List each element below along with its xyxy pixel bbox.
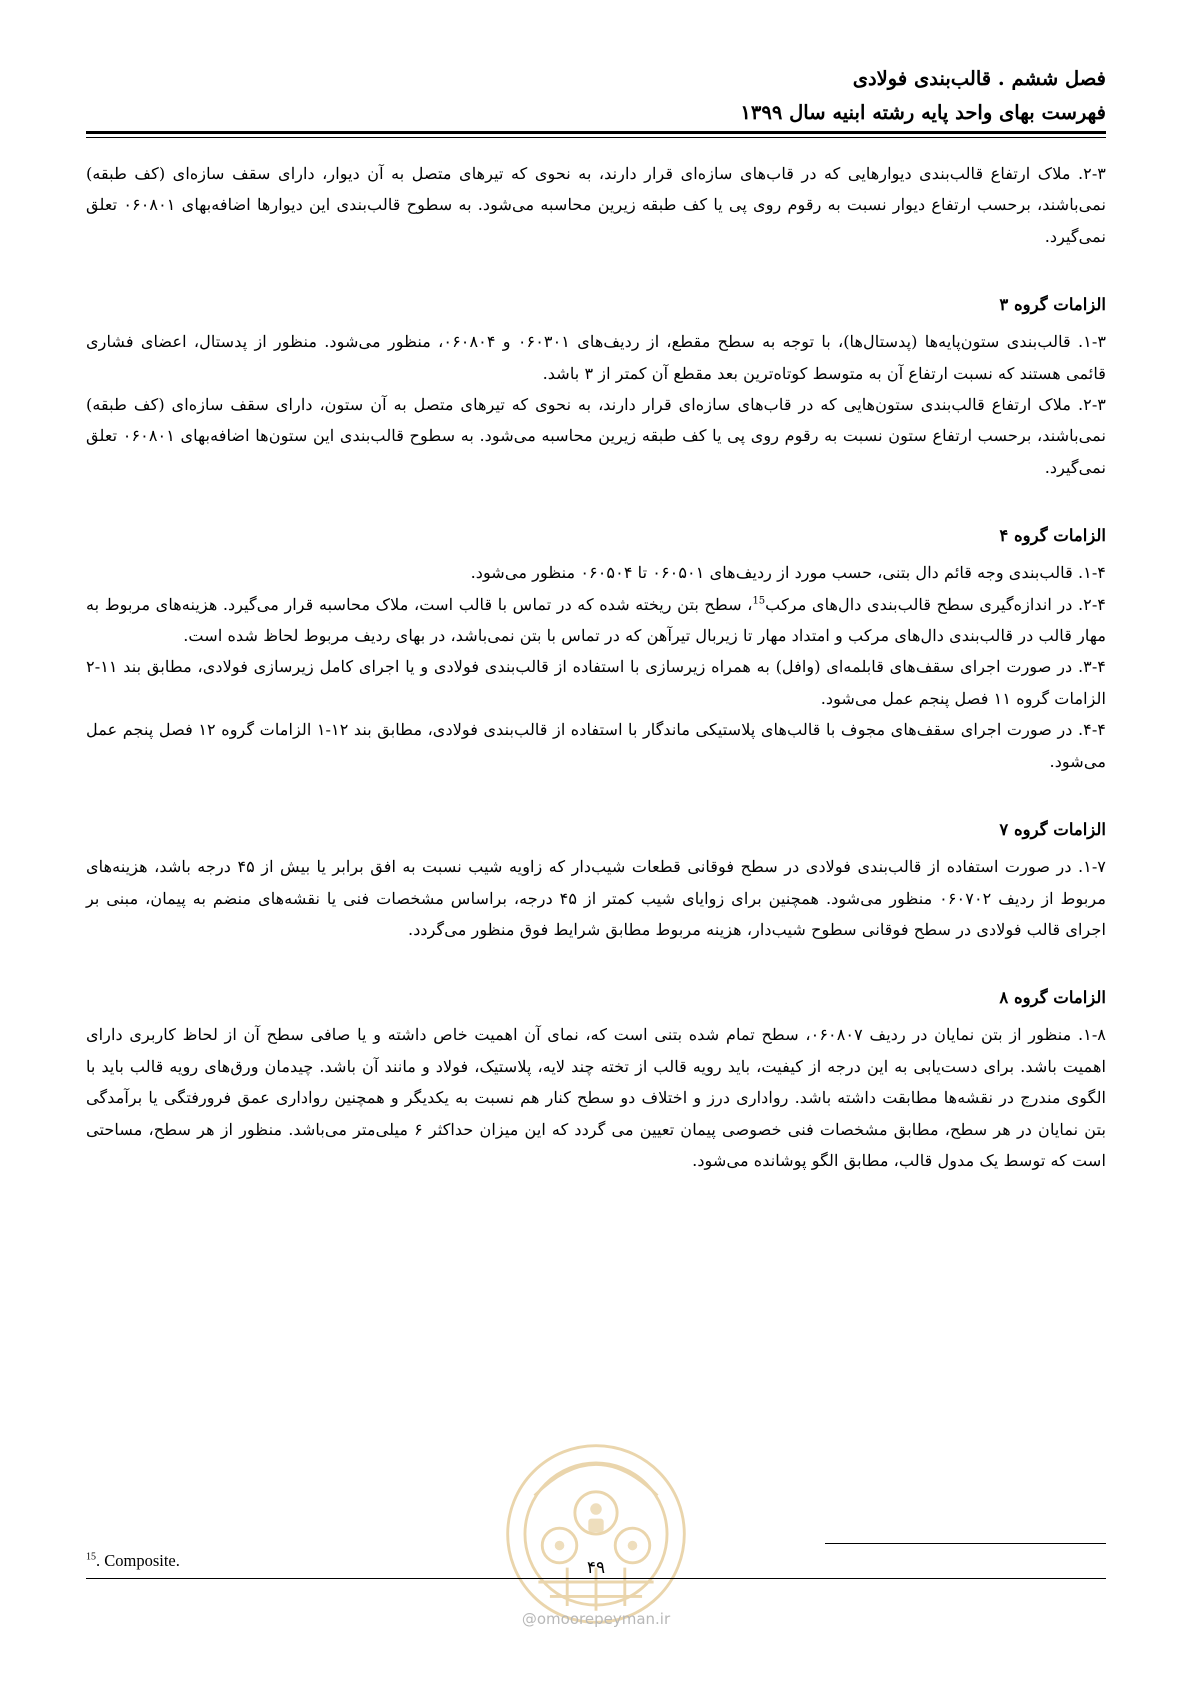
document-title: فهرست بهای واحد پایه رشته ابنیه سال ۱۳۹۹: [740, 101, 1106, 124]
chapter-title: فصل ششم . قالب‌بندی فولادی: [852, 67, 1106, 90]
page-number: ۴۹: [586, 1558, 606, 1578]
paragraph-4-2-start: ۲-۴. در اندازه‌گیری سطح قالب‌بندی دال‌های مرکب: [765, 594, 1106, 614]
header-rule-thick: [86, 131, 1106, 134]
page-header: [86, 62, 1106, 130]
footnote-reference: 15: [752, 595, 766, 607]
section-heading-group-3: الزامات گروه ۳: [999, 295, 1106, 315]
footer-rule: [86, 1578, 1106, 1579]
paragraph-4-4: ۴-۴. در صورت اجرای سقف‌های مجوف با قالب‌های پلاستیکی ماندگار با استفاده از قالب‌بندی فولادی، مطابق بند ۱۲-۱ الزامات گروه ۱۲ فصل پنجم عمل می‌شود.: [86, 720, 1106, 771]
paragraph-4-1: ۱-۴. قالب‌بندی وجه قائم دال بتنی، حسب مورد از ردیف‌های ۰۶۰۵۰۱ تا ۰۶۰۵۰۴ منظور می‌شود.: [470, 563, 1106, 583]
section-heading-group-7: الزامات گروه ۷: [999, 820, 1106, 840]
footnote-number: 15: [86, 1551, 96, 1563]
footnote: [86, 1551, 180, 1571]
paragraph-4-3: ۳-۴. در صورت اجرای سقف‌های قابلمه‌ای (وافل) به همراه زیرسازی با استفاده از قالب‌بندی فولادی و یا اجرای کامل زیرسازی فولادی، مطابق بند ۱۱-۲ الزامات گروه ۱۱ فصل پنجم عمل می‌شود.: [86, 657, 1106, 708]
paragraph-8-1: ۱-۸. منظور از بتن نمایان در ردیف ۰۶۰۸۰۷، سطح تمام شده بتنی است که، نمای آن اهمیت خاص داشته و یا صافی سطح آن از لحاظ کاربری دارای اهمیت باشد. برای دست‌یابی به این درجه از کیفیت، باید رویه قالب از تخته چند لایه، پلاستیک، فولاد و مانند آن باشد. چیدمان ورق‌های رویه قالب باید با الگوی مندرج در نقشه‌ها مطابقت داشته باشد. رواداری درز و اختلاف دو سطح کنار هم نسبت به یکدیگر و همچنین رواداری عمق فرورفتگی یا برآمدگی بتن نمایان در هر سطح، مطابق مشخصات فنی خصوصی پیمان تعیین می گردد که این میزان حداکثر ۶ میلی‌متر می‌باشد. منظور از هر سطح، مساحتی است که توسط یک مدول قالب، مطابق الگو پوشانده می‌شود.: [86, 1025, 1106, 1170]
section-heading-group-4: الزامات گروه ۴: [999, 526, 1106, 546]
paragraph-2-3-walls: ۲-۳. ملاک ارتفاع قالب‌بندی دیوارهایی که در قاب‌های سازه‌ای قرار دارند، به نحوی که تیرهای متصل به آن دیوار، دارای سقف سازه‌ای (کف طبقه) نمی‌باشند، برحسب ارتفاع دیوار نسبت به رقوم روی پی یا کف طبقه زیرین محاسبه می‌شود. به سطوح قالب‌بندی این دیوارها اضافه‌بهای ۰۶۰۸۰۱ تعلق نمی‌گیرد.: [86, 164, 1106, 246]
paragraph-4-2-end: ، سطح بتن ریخته شده که در تماس با قالب است، ملاک محاسبه قرار می‌گیرد. هزینه‌های مربوط به مهار قالب در قالب‌بندی دال‌های مرکب و امتداد مهار تا زیربال تیرآهن که در تماس با بتن نمی‌باشد، در بهای ردیف مربوط لحاظ شده است.: [86, 594, 1106, 646]
footnote-separator: [825, 1543, 1106, 1544]
paragraph-4-2: [86, 589, 1106, 652]
watermark-logo-icon: [500, 1438, 692, 1630]
watermark-url: @omoorepeyman.ir: [521, 1610, 671, 1628]
footnote-text: . Composite.: [96, 1551, 180, 1570]
page-content: [86, 158, 1106, 1176]
header-rule-thin: [86, 137, 1106, 138]
paragraph-3-2: ۲-۳. ملاک ارتفاع قالب‌بندی ستون‌هایی که در قاب‌های سازه‌ای قرار دارند، به نحوی که تیرهای متصل به آن ستون، دارای سقف سازه‌ای (کف طبقه) نمی‌باشند، برحسب ارتفاع ستون نسبت به رقوم روی پی یا کف طبقه زیرین محاسبه می‌شود. به سطوح قالب‌بندی این ستون‌ها اضافه‌بهای ۰۶۰۸۰۱ تعلق نمی‌گیرد.: [86, 395, 1106, 477]
paragraph-3-1: ۱-۳. قالب‌بندی ستون‌پایه‌ها (پدستال‌ها)، با توجه به سطح مقطع، از ردیف‌های ۰۶۰۳۰۱ و ۰۶۰۸۰۴، منظور می‌شود. منظور از پدستال، اعضای فشاری قائمی هستند که نسبت ارتفاع آن به متوسط کوتاه‌ترین بعد مقطع آن کمتر از ۳ باشد.: [86, 332, 1107, 383]
paragraph-7-1: ۱-۷. در صورت استفاده از قالب‌بندی فولادی در سطح فوقانی قطعات شیب‌دار که زاویه شیب نسبت به افق برابر یا بیش از ۴۵ درجه باشد، هزینه‌های مربوط از ردیف ۰۶۰۷۰۲ منظور می‌شود. همچنین برای زوایای شیب کمتر از ۴۵ درجه، براساس مشخصات فنی یا نقشه‌های منضم به پیمان، مبنی بر اجرای قالب فولادی در سطح فوقانی سطوح شیب‌دار، هزینه مربوط مطابق شرایط فوق منظور می‌گردد.: [86, 857, 1106, 939]
section-heading-group-8: الزامات گروه ۸: [999, 988, 1106, 1008]
